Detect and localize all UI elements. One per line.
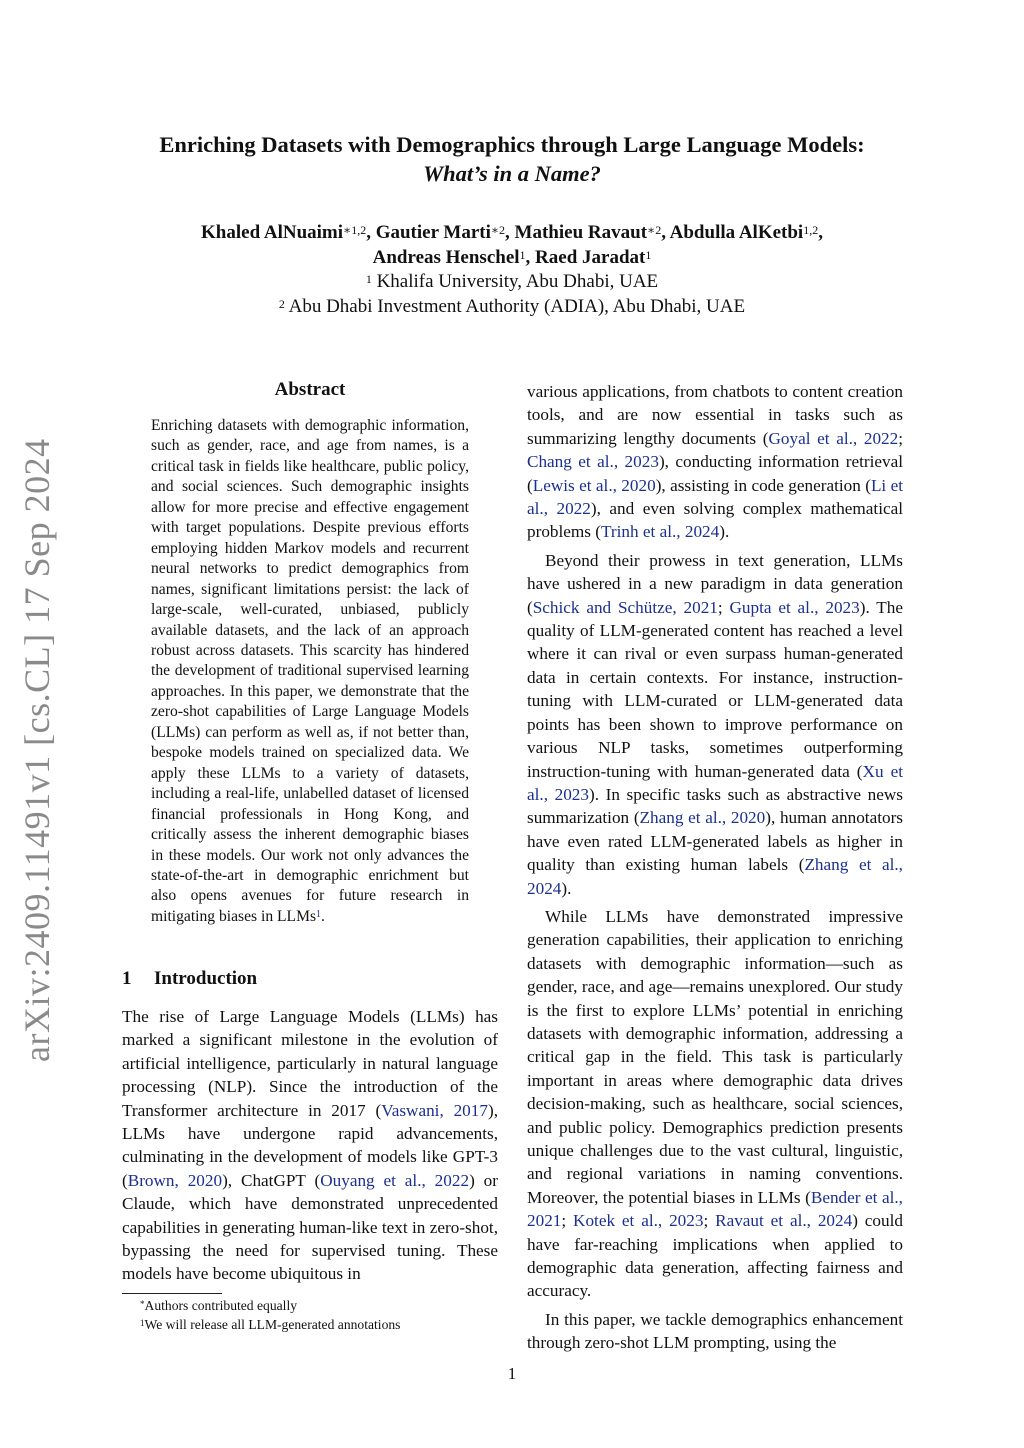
title-subtitle: What’s in a Name? <box>423 161 601 186</box>
author-mark: 1,2 <box>803 223 819 237</box>
citation-link[interactable]: Li et al., 2022 <box>527 475 904 519</box>
citation-link[interactable]: Goyal et al., 2022 <box>768 428 899 448</box>
arxiv-identifier: arXiv:2409.11491v1 [cs.CL] 17 Sep 2024 <box>17 438 57 1062</box>
citation-link[interactable]: Lewis et al., 2020 <box>532 475 656 495</box>
citation-link[interactable]: Ouyang et al., 2022 <box>320 1170 470 1190</box>
citation-link[interactable]: Zhang et al., 2020 <box>639 808 766 828</box>
author-mark: ∗1,2 <box>343 223 367 237</box>
author-mark: ∗2 <box>647 223 662 237</box>
citation-link[interactable]: Brown, 2020 <box>127 1170 223 1190</box>
abstract-body: Enriching datasets with demographic information, such as gender, race, and age from names, is a critical task in fields like healthcare, public policy, and social sciences. Such demographic insights allow for more precise and effective engagement with target populations. Despite previous efforts employing hidden Markov models and recurrent neural networks to predict demographics from names, significant limitations persist: the lack of large-scale, well-curated, unbiased, publicly available datasets, and the lack of an approach robust across datasets. This scarcity has hindered the development of traditional supervised learning approaches. In this paper, we demonstrate that the zero-shot capabilities of Large Language Models (LLMs) can perform as well as, if not better than, bespoke models trained on specialized data. We apply these LLMs to a variety of datasets, including a real-life, unlabelled dataset of licensed financial professionals in Hong Kong, and critically assess the inherent demographic biases in these models. Our work not only advances the state-of-the-art in demographic enrichment but also opens avenues for future research in mitigating biases in LLMs$^1$. <box>151 417 469 925</box>
author-mark: 1 <box>645 247 652 262</box>
footnote-divider <box>122 1293 222 1294</box>
author-name: Raed Jaradat <box>535 246 646 268</box>
author-name: Khaled AlNuaimi <box>201 222 344 243</box>
title-main: Enriching Datasets with Demographics through Large Language Models: <box>159 132 865 157</box>
citation-link[interactable]: Trinh et al., 2024 <box>601 522 720 542</box>
author-block <box>0 221 1024 319</box>
author-name: Andreas Henschel <box>372 246 520 268</box>
citation-link[interactable]: Bender et al., 2021 <box>527 1187 903 1231</box>
author-name: Gautier Marti <box>375 222 491 243</box>
author-line-1: Khaled AlNuaimi$^{∗1,2}$, Gautier Marti$^{∗2}$, Mathieu Ravaut$^{∗2}$, Abdulla AlKetbi$^{1,2}$, <box>201 222 823 243</box>
footnote-link[interactable]: 1 <box>316 908 322 920</box>
paper-title <box>0 130 1024 188</box>
author-mark: ∗2 <box>490 223 506 237</box>
right-column <box>527 380 903 1355</box>
section-heading-introduction: 1 Introduction <box>122 968 258 989</box>
abstract-heading: Abstract <box>274 379 346 400</box>
page-number: 1 <box>507 1364 517 1383</box>
footnote-2: $^1$We will release all LLM-generated annotations <box>140 1317 401 1332</box>
affiliation-2: $^2$ Abu Dhabi Investment Authority (ADIA), Abu Dhabi, UAE <box>278 295 746 317</box>
citation-link[interactable]: Zhang et al., 2024 <box>527 855 903 898</box>
citation-link[interactable]: Schick and Schütze, 2021 <box>532 597 718 617</box>
paragraph: Beyond their prowess in text generation, LLMs have ushered in a new paradigm in data generation (Schick and Schütze, 2021; Gupta et al., 2023). The quality of LLM-generated content has reached a level where it can rival or even surpass human-generated data in certain contexts. For instance, instruction-tuning with LLM-curated or LLM-generated data points has been shown to improve performance on various NLP tasks, sometimes outperforming instruction-tuning with human-generated data (Xu et al., 2023). In specific tasks such as abstractive news summarization (Zhang et al., 2020), human annotators have even rated LLM-generated labels as higher in quality than existing human labels (Zhang et al., 2024). <box>527 550 904 898</box>
citation-link[interactable]: Gupta et al., 2023 <box>729 597 860 617</box>
citation-link[interactable]: Xu et al., 2023 <box>527 761 903 804</box>
footnotes <box>140 1296 400 1334</box>
paragraph: In this paper, we tackle demographics enhancement through zero-shot LLM prompting, using the <box>527 1309 903 1353</box>
author-name: Mathieu Ravaut <box>514 222 648 243</box>
paragraph: various applications, from chatbots to content creation tools, and are now essential in tasks such as summarizing lengthy documents (Goyal et al., 2022; Chang et al., 2023), conducting information retrieval (Lewis et al., 2020), assisting in code generation (Li et al., 2022), and even solving complex mathematical problems (Trinh et al., 2024). <box>527 382 904 542</box>
introduction-paragraph: The rise of Large Language Models (LLMs) has marked a significant milestone in the evolution of artificial intelligence, particularly in natural language processing (NLP). Since the introduction of the Transformer architecture in 2017 (Vaswani, 2017), LLMs have undergone rapid advancements, culminating in the development of models like GPT-3 (Brown, 2020), ChatGPT (Ouyang et al., 2022) or Claude, which have demonstrated unprecedented capabilities in generating human-like text in zero-shot, bypassing the need for supervised tuning. These models have become ubiquitous in <box>122 1007 498 1284</box>
author-mark: 1 <box>519 247 526 262</box>
affiliation-1: $^1$ Khalifa University, Abu Dhabi, UAE <box>365 271 659 292</box>
footnote-1: *Authors contributed equally <box>140 1298 298 1313</box>
paragraph: While LLMs have demonstrated impressive generation capabilities, their application to enriching datasets with demographic information—such as gender, race, and age—remains unexplored. Our study is the first to explore LLMs’ potential in enriching datasets with demographic information, addressing a critical gap in the field. This task is particularly important in areas where demographic data drives decision-making, such as healthcare, social sciences, and public policy. Demographics prediction presents unique challenges due to the vast cultural, linguistic, and regional variations in naming conventions. Moreover, the potential biases in LLMs (Bender et al., 2021; Kotek et al., 2023; Ravaut et al., 2024) could have far-reaching implications when applied to demographic data generation, affecting fairness and accuracy. <box>527 906 903 1301</box>
citation-link[interactable]: Ravaut et al., 2024 <box>715 1211 853 1231</box>
citation-link[interactable]: Kotek et al., 2023 <box>573 1211 704 1231</box>
author-name: Abdulla AlKetbi <box>669 222 804 243</box>
citation-link[interactable]: Chang et al., 2023 <box>527 452 659 472</box>
citation-link[interactable]: Vaswani, 2017 <box>381 1100 488 1120</box>
author-line-2: Andreas Henschel$^1$, Raed Jaradat$^1$ <box>372 246 652 268</box>
